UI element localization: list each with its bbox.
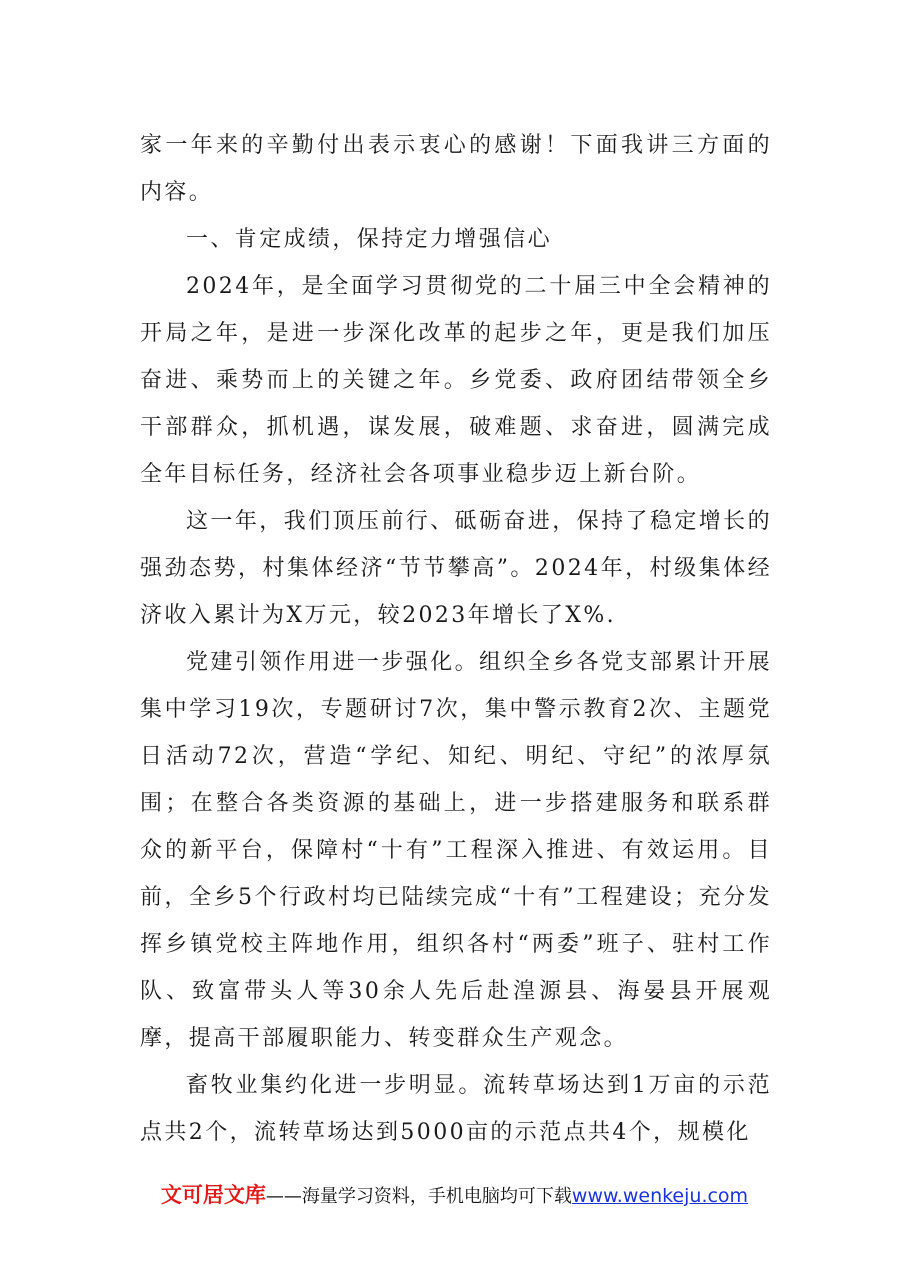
- paragraph-overview: 2024年，是全面学习贯彻党的二十届三中全会精神的开局之年，是进一步深化改革的起步之年，更是我们加压奋进、乘势而上的关键之年。乡党委、政府团结带领全乡干部群众，抓机遇，谋发展，破难题、求奋进，圆满完成全年目标任务，经济社会各项事业稳步迈上新台阶。: [140, 274, 772, 487]
- document-body: [140, 122, 772, 1156]
- paragraph-economy: 这一年，我们顶压前行、砥砺奋进，保持了稳定增长的强劲态势，村集体经济“节节攀高”。2024年，村级集体经济收入累计为X万元，较2023年增长了X%.: [140, 509, 772, 628]
- paragraph-livestock: 畜牧业集约化进一步明显。流转草场达到1万亩的示范点共2个，流转草场达到5000亩的示范点共4个，规模化: [140, 1073, 772, 1145]
- paragraph-continuation: 家一年来的辛勤付出表示衷心的感谢！下面我讲三方面的内容。: [140, 133, 772, 205]
- footer-link[interactable]: www.wenkeju.com: [571, 1185, 749, 1207]
- section-heading: 一、肯定成绩，保持定力增强信心: [186, 227, 553, 252]
- footer-banner: [0, 1181, 909, 1211]
- footer-brand: 文可居文库: [160, 1183, 266, 1207]
- footer-tagline: ——海量学习资料，手机电脑均可下载: [265, 1186, 572, 1207]
- paragraph-party-building: 党建引领作用进一步强化。组织全乡各党支部累计开展集中学习19次，专题研讨7次，集中警示教育2次、主题党日活动72次，营造“学纪、知纪、明纪、守纪”的浓厚氛围；在整合各类资源的基础上，进一步搭建服务和联系群众的新平台，保障村“十有”工程深入推进、有效运用。目前，全乡5个行政村均已陆续完成“十有”工程建设；充分发挥乡镇党校主阵地作用，组织各村“两委”班子、驻村工作队、致富带头人等30余人先后赴湟源县、海晏县开展观摩，提高干部履职能力、转变群众生产观念。: [140, 650, 772, 1051]
